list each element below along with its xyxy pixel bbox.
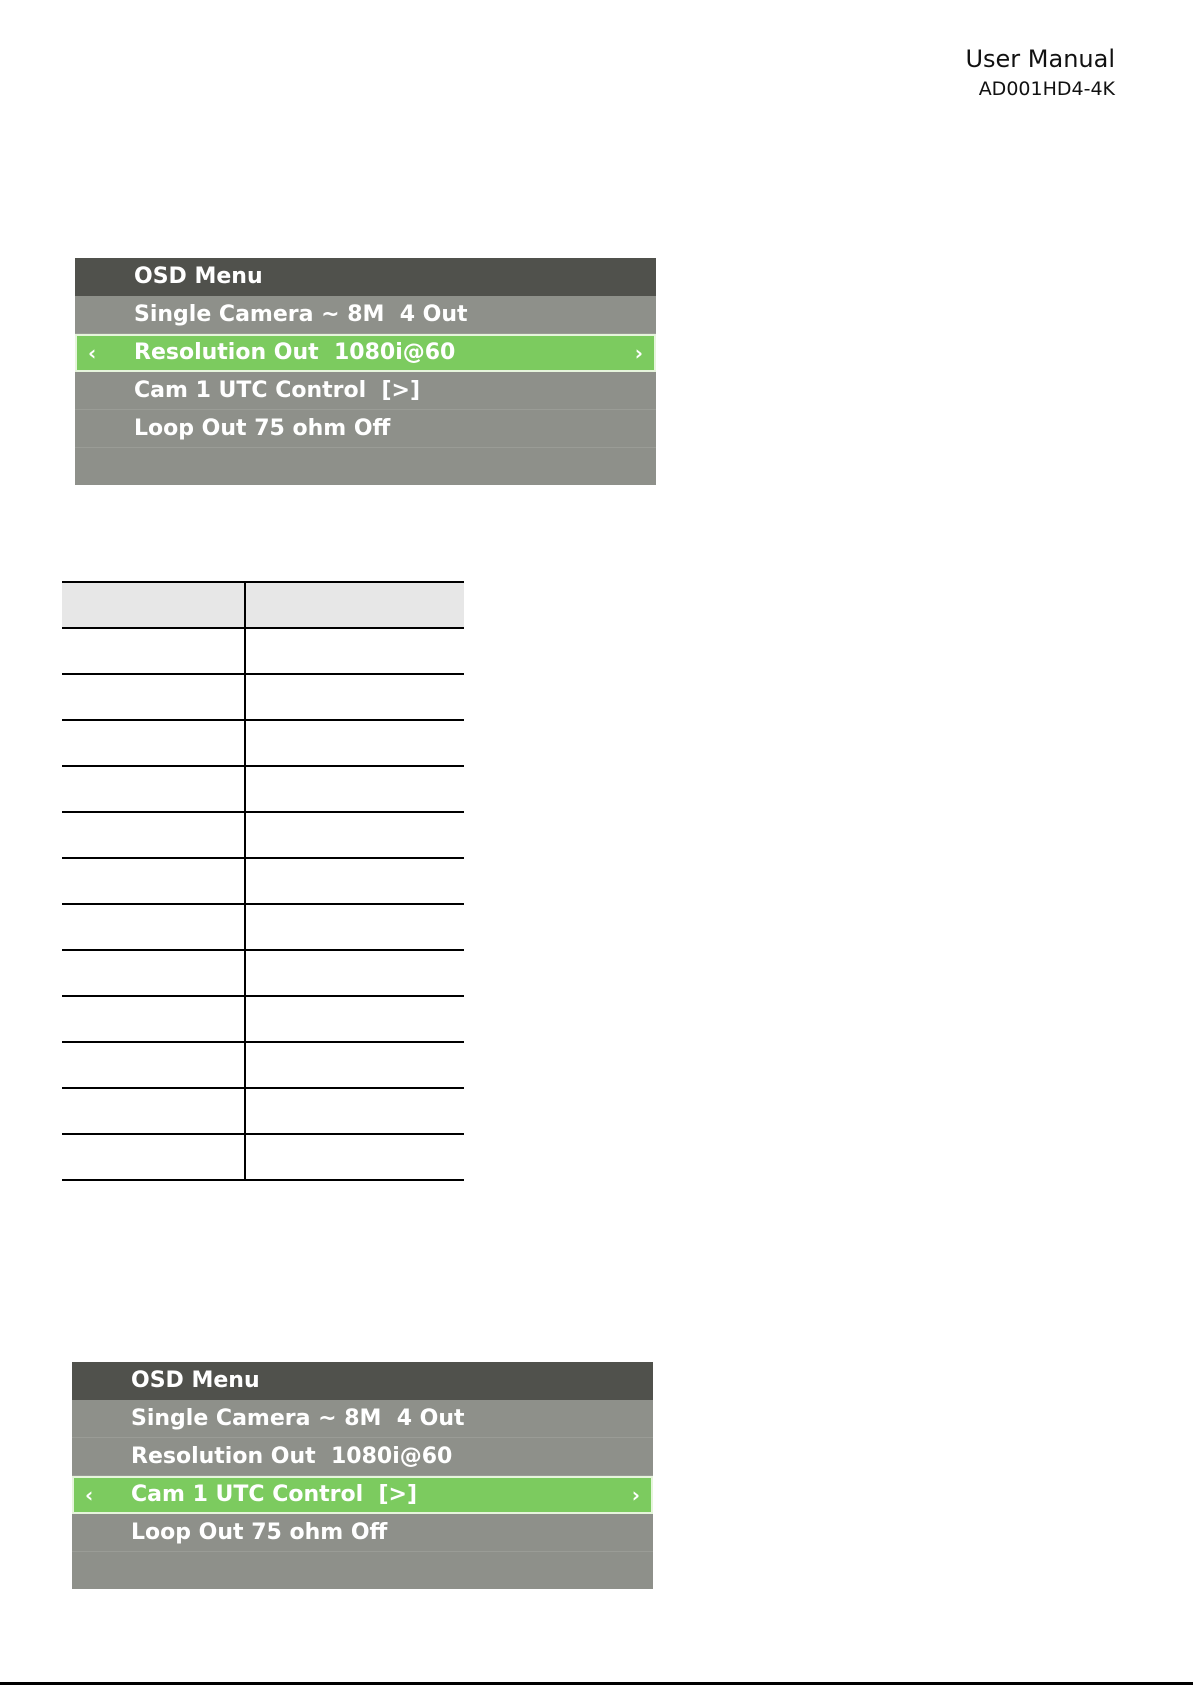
settings-table	[62, 581, 464, 1181]
table-cell	[245, 950, 464, 996]
table-row	[62, 628, 464, 674]
table-row	[62, 720, 464, 766]
table-cell	[245, 720, 464, 766]
table-row	[62, 996, 464, 1042]
osd-item-loop-out[interactable]	[72, 1514, 653, 1552]
table-header-cell	[245, 582, 464, 628]
table-cell	[62, 1042, 245, 1088]
table-row	[62, 1088, 464, 1134]
osd-item-empty	[75, 448, 656, 486]
osd-item-label: Cam 1 UTC Control [>]	[134, 378, 421, 403]
table-cell	[62, 950, 245, 996]
osd-menu-title: OSD Menu	[131, 1368, 260, 1393]
table-row	[62, 1134, 464, 1180]
table-row	[62, 950, 464, 996]
table-cell	[62, 858, 245, 904]
table-row	[62, 812, 464, 858]
table-cell	[62, 628, 245, 674]
osd-item-label: Resolution Out 1080i@60	[134, 340, 456, 365]
table-cell	[245, 1088, 464, 1134]
osd-item-label: Resolution Out 1080i@60	[131, 1444, 453, 1469]
osd-item-single-camera[interactable]	[72, 1400, 653, 1438]
osd-item-empty	[72, 1552, 653, 1590]
table-cell	[245, 628, 464, 674]
osd-item-resolution-out[interactable]	[72, 1438, 653, 1476]
table-row	[62, 1042, 464, 1088]
table-cell	[245, 904, 464, 950]
table-cell	[62, 904, 245, 950]
osd-item-loop-out[interactable]	[75, 410, 656, 448]
osd-item-cam-utc-control[interactable]	[75, 372, 656, 410]
model-number: AD001HD4-4K	[978, 78, 1115, 100]
table-row	[62, 674, 464, 720]
osd-item-label: Loop Out 75 ohm Off	[134, 416, 391, 441]
osd-menu-title: OSD Menu	[134, 264, 263, 289]
chevron-right-icon[interactable]: ›	[634, 341, 643, 365]
table-header-cell	[62, 582, 245, 628]
osd-menu-utc-control	[72, 1362, 653, 1589]
chevron-left-icon[interactable]: ‹	[88, 341, 97, 365]
osd-item-cam-utc-control[interactable]	[72, 1476, 653, 1514]
manual-title: User Manual	[965, 45, 1115, 73]
table-row	[62, 766, 464, 812]
osd-menu-title-row	[72, 1362, 653, 1400]
osd-item-single-camera[interactable]	[75, 296, 656, 334]
table-row	[62, 858, 464, 904]
table-cell	[245, 812, 464, 858]
table-row	[62, 904, 464, 950]
page-header	[965, 42, 1115, 102]
table-cell	[245, 1134, 464, 1180]
osd-menu-title-row	[75, 258, 656, 296]
table-cell	[62, 720, 245, 766]
table-cell	[62, 996, 245, 1042]
table-header-row	[62, 582, 464, 628]
osd-menu-resolution	[75, 258, 656, 485]
table-cell	[245, 766, 464, 812]
chevron-left-icon[interactable]: ‹	[85, 1483, 94, 1507]
osd-item-label: Single Camera ~ 8M 4 Out	[131, 1406, 465, 1431]
table-cell	[245, 996, 464, 1042]
table-cell	[62, 1088, 245, 1134]
osd-item-label: Single Camera ~ 8M 4 Out	[134, 302, 468, 327]
osd-item-label: Cam 1 UTC Control [>]	[131, 1482, 418, 1507]
table-cell	[245, 858, 464, 904]
table-cell	[62, 1134, 245, 1180]
table-cell	[62, 766, 245, 812]
table-cell	[62, 674, 245, 720]
osd-item-label: Loop Out 75 ohm Off	[131, 1520, 388, 1545]
chevron-right-icon[interactable]: ›	[631, 1483, 640, 1507]
table-cell	[245, 1042, 464, 1088]
table-cell	[62, 812, 245, 858]
osd-item-resolution-out[interactable]	[75, 334, 656, 372]
table-cell	[245, 674, 464, 720]
